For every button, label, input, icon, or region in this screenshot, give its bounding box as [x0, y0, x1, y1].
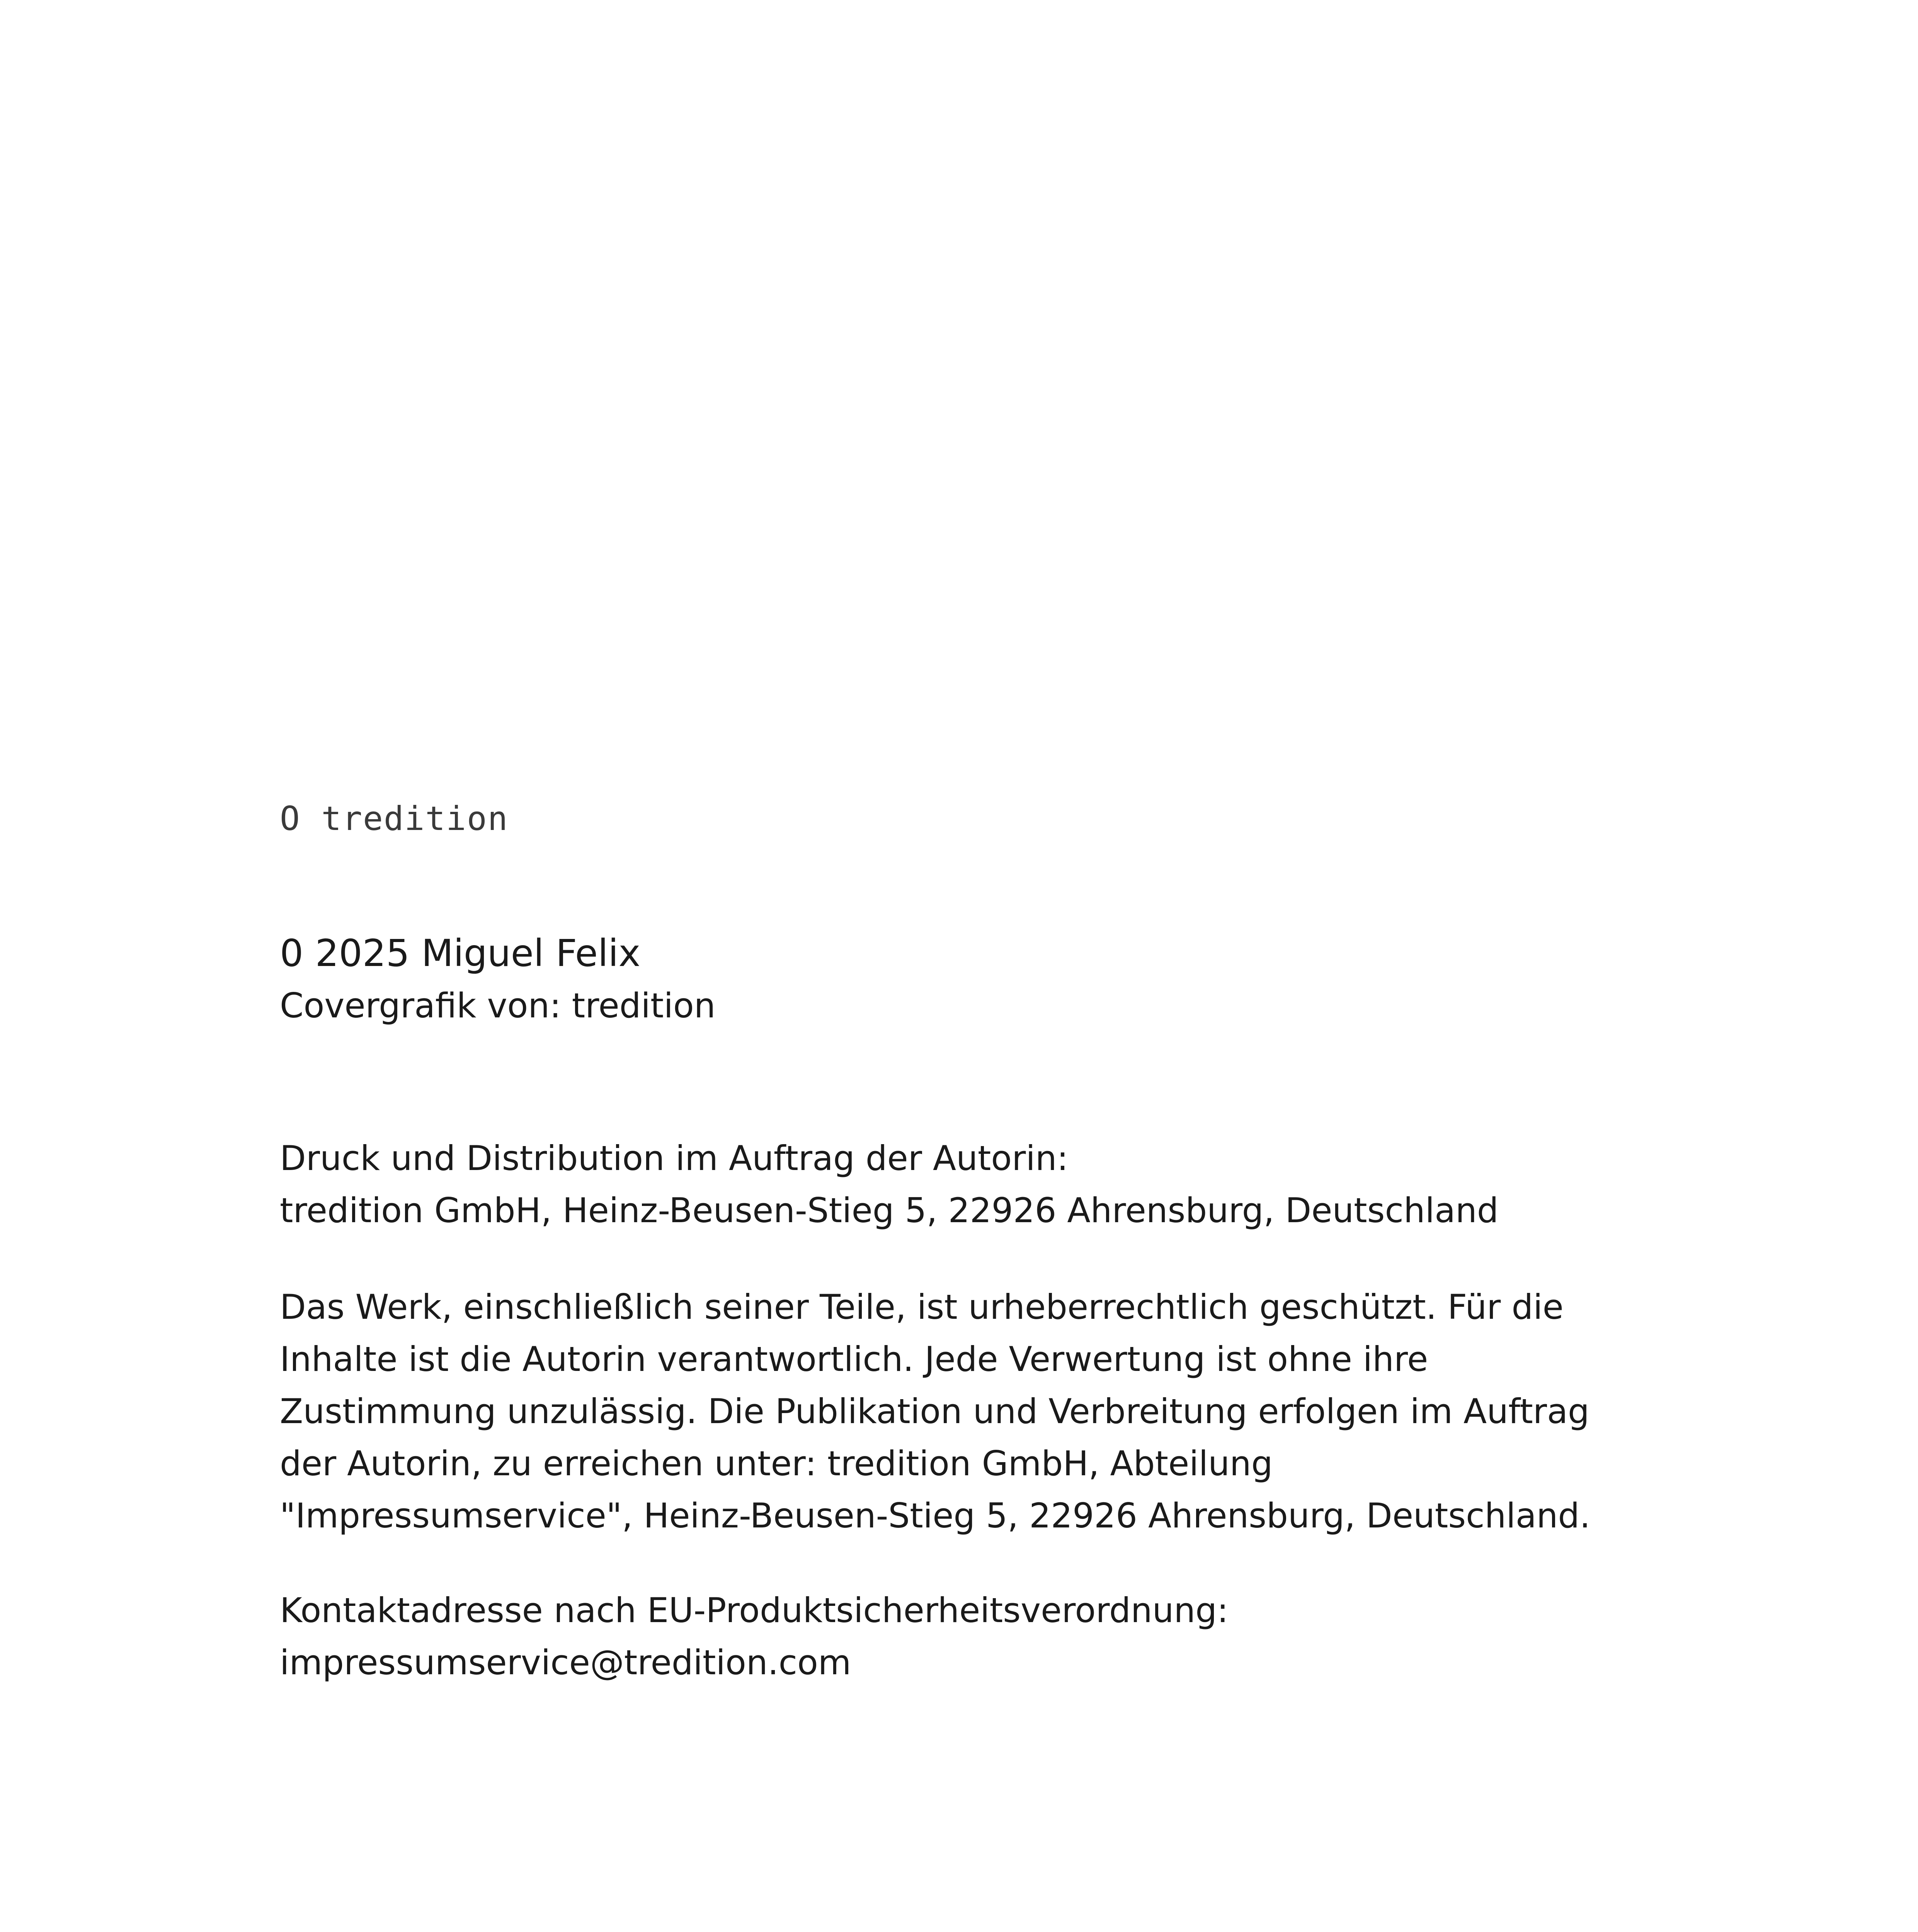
distribution-address: tredition GmbH, Heinz-Beusen-Stieg 5, 22926 Ahrensburg, Deutschland: [280, 1190, 1499, 1230]
rights-line: Zustimmung unzulässig. Die Publikation und Verbreitung erfolgen im Auftrag: [280, 1391, 1590, 1431]
rights-notice: [280, 1281, 1671, 1542]
contact-email: impressumservice@tredition.com: [280, 1643, 851, 1682]
distribution-heading: Druck und Distribution im Auftrag der Autorin:: [280, 1138, 1069, 1178]
rights-line: "Impressumservice", Heinz-Beusen-Stieg 5, 22926 Ahrensburg, Deutschland.: [280, 1496, 1591, 1536]
rights-line: Inhalte ist die Autorin verantwortlich. Jede Verwertung ist ohne ihre: [280, 1339, 1428, 1379]
contact-heading: Kontaktadresse nach EU-Produktsicherheitsverordnung:: [280, 1590, 1229, 1630]
distribution-block: [280, 1132, 1671, 1236]
copyright-line: 0 2025 Miguel Felix: [280, 932, 641, 975]
rights-line: der Autorin, zu erreichen unter: tredition GmbH, Abteilung: [280, 1444, 1273, 1483]
rights-line: Das Werk, einschließlich seiner Teile, ist urheberrechtlich geschützt. Für die: [280, 1287, 1564, 1327]
publisher-mark: O tredition: [280, 799, 509, 838]
contact-block: [280, 1584, 1671, 1689]
cover-credit: Covergrafik von: tredition: [280, 986, 716, 1026]
copyright-block: [280, 927, 1671, 1032]
